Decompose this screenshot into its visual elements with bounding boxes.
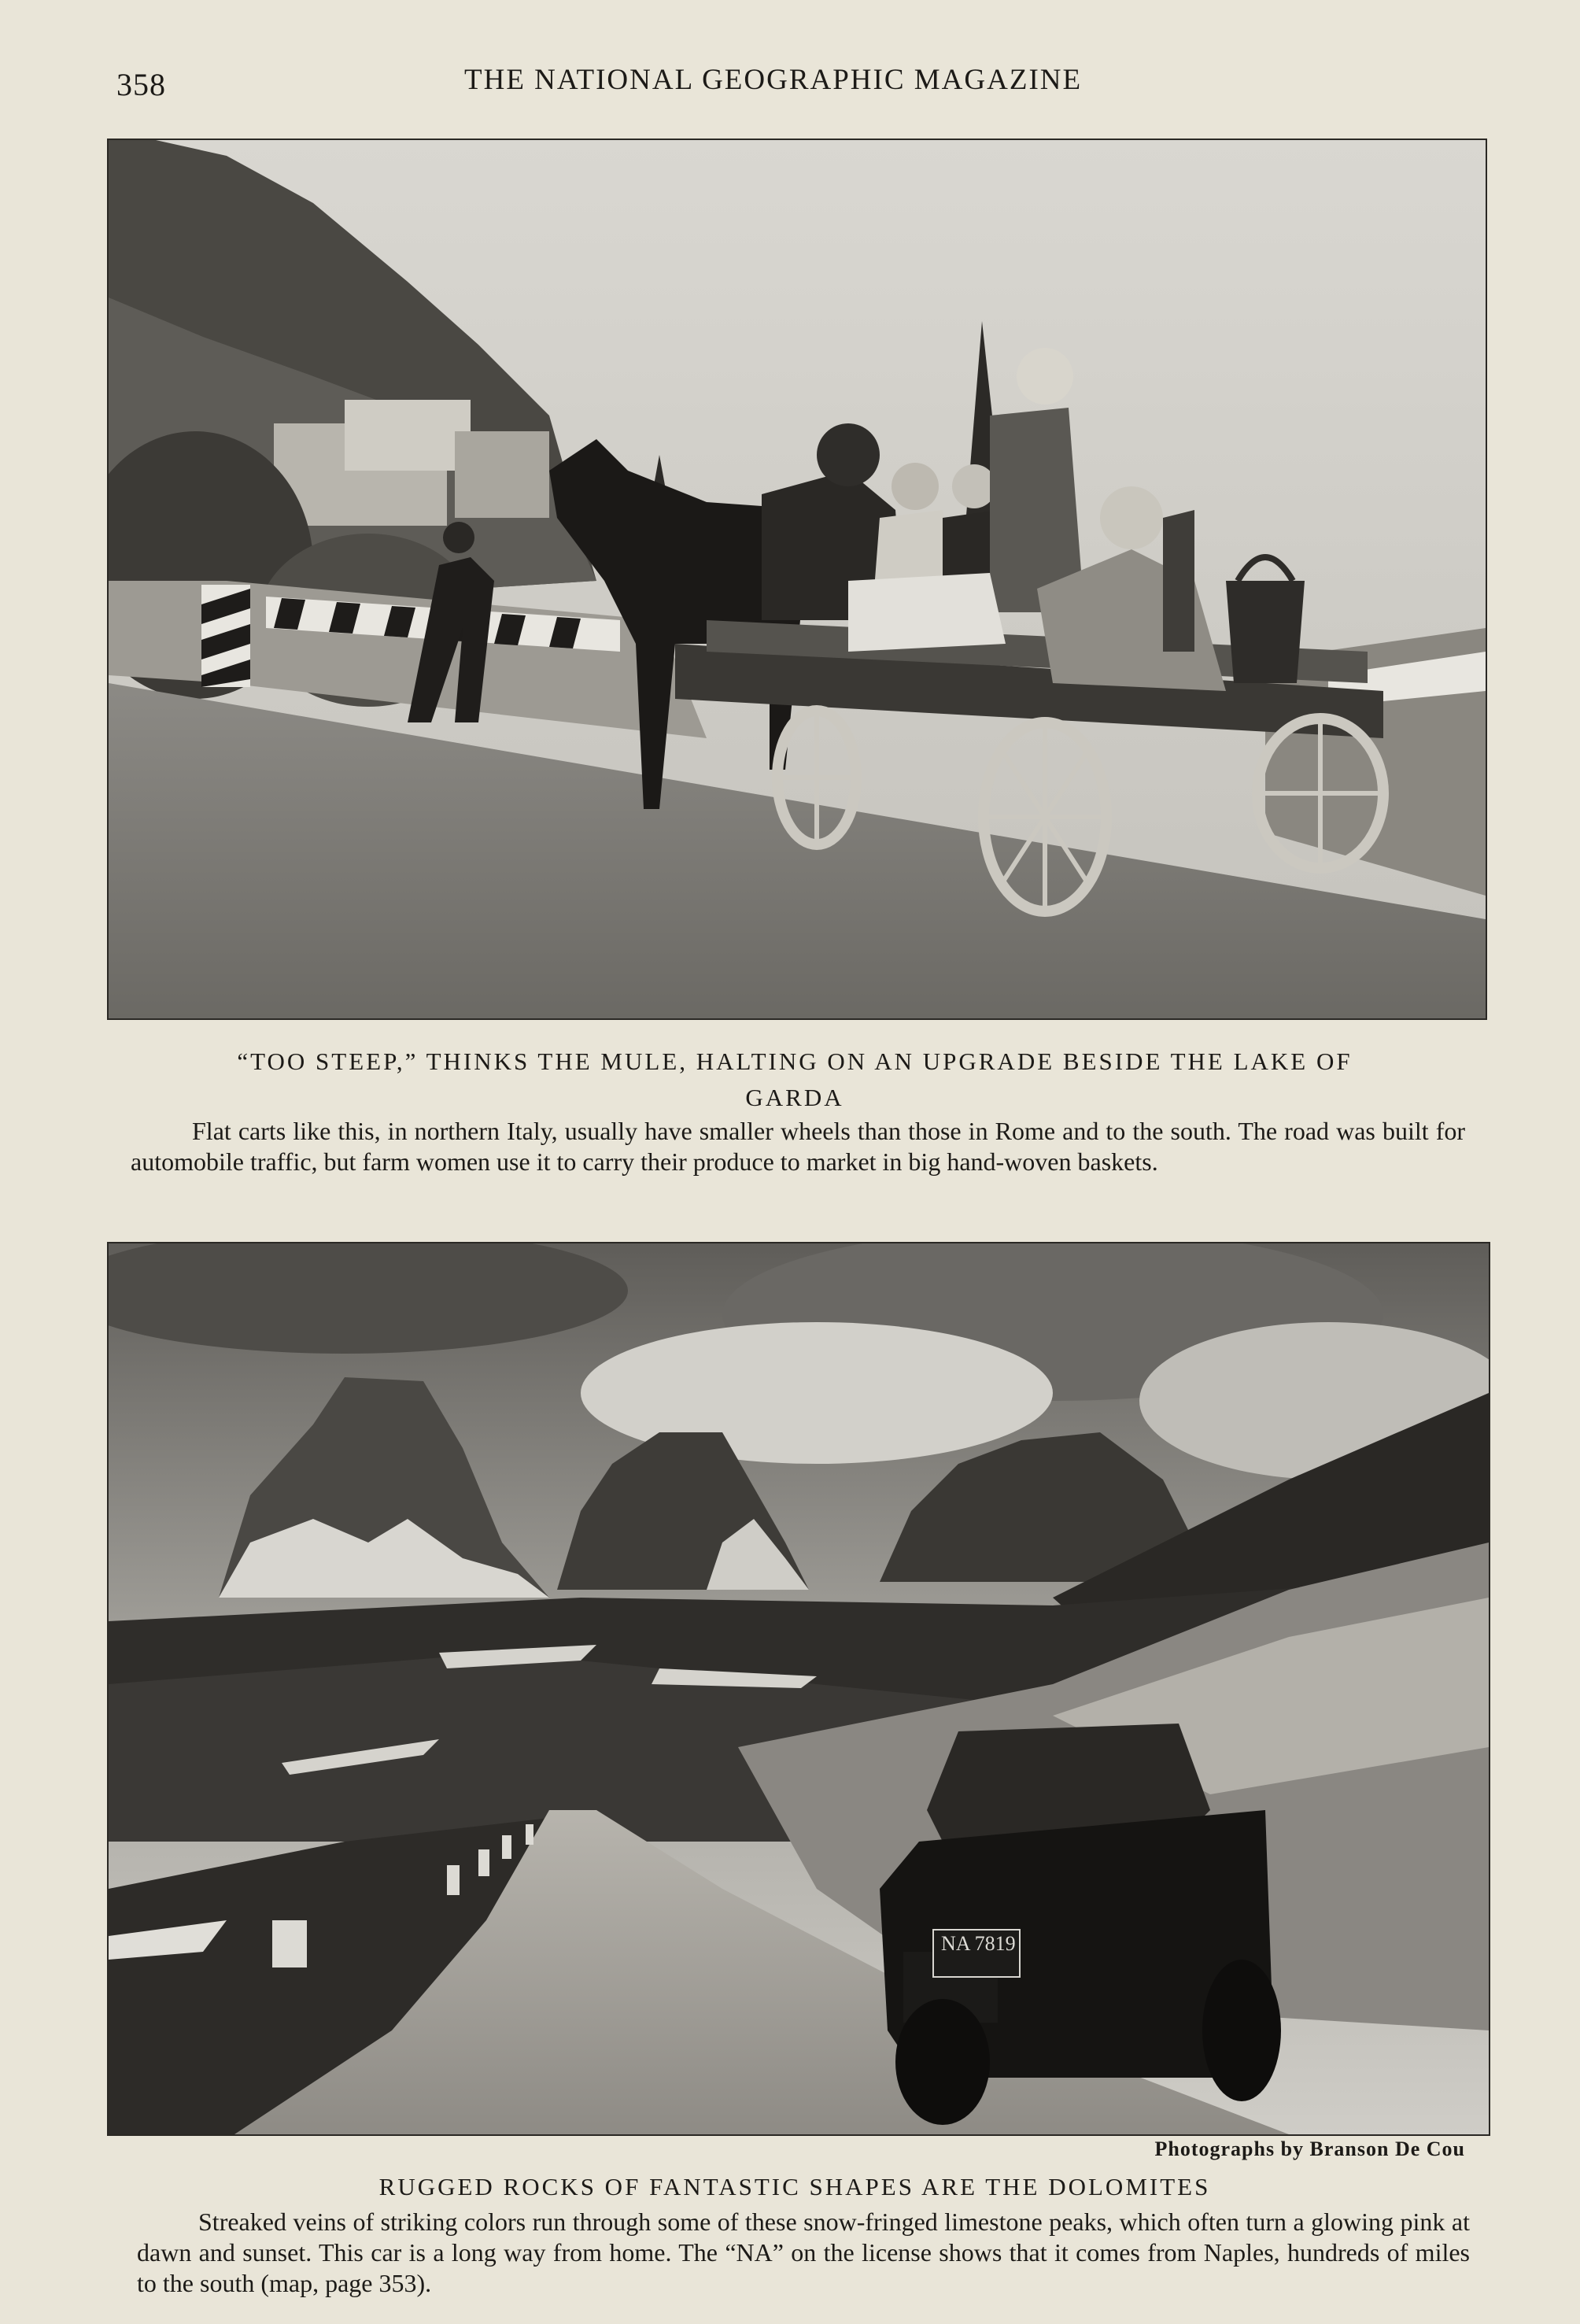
caption-body-mule: Flat carts like this, in northern Italy, usually have smaller wheels than those in Rome and to the south. The road was built for automobile traffic, but farm women use it to carry their produce to market in big hand-woven baskets. — [131, 1117, 1465, 1176]
caption-title-mule: “TOO STEEP,” THINKS THE MULE, HALTING ON AN UPGRADE BESIDE THE LAKE OF GARDA — [237, 1047, 1353, 1111]
caption-title-dolomites: RUGGED ROCKS OF FANTASTIC SHAPES ARE THE DOLOMITES — [378, 2173, 1211, 2200]
dolomites-photo-drawing — [109, 1243, 1489, 2134]
photo-dolomites-car — [107, 1242, 1490, 2136]
license-plate-text: NA 7819 — [941, 1932, 1016, 1955]
caption-body-dolomites: Streaked veins of striking colors run through some of these snow-fringed limestone peaks, which often turn a glowing pink at dawn and sunset. This car is a long way from home. The “NA” on the license shows that it comes from Naples, hundreds of miles to the south (map, page 353). — [137, 2208, 1470, 2297]
page-number: 358 — [116, 67, 166, 102]
photo-credit: Photographs by Branson De Cou — [1154, 2137, 1465, 2160]
running-head: THE NATIONAL GEOGRAPHIC MAGAZINE — [464, 64, 1083, 96]
mule-cart-photo-drawing — [109, 140, 1486, 1018]
photo-mule-cart — [107, 139, 1487, 1020]
